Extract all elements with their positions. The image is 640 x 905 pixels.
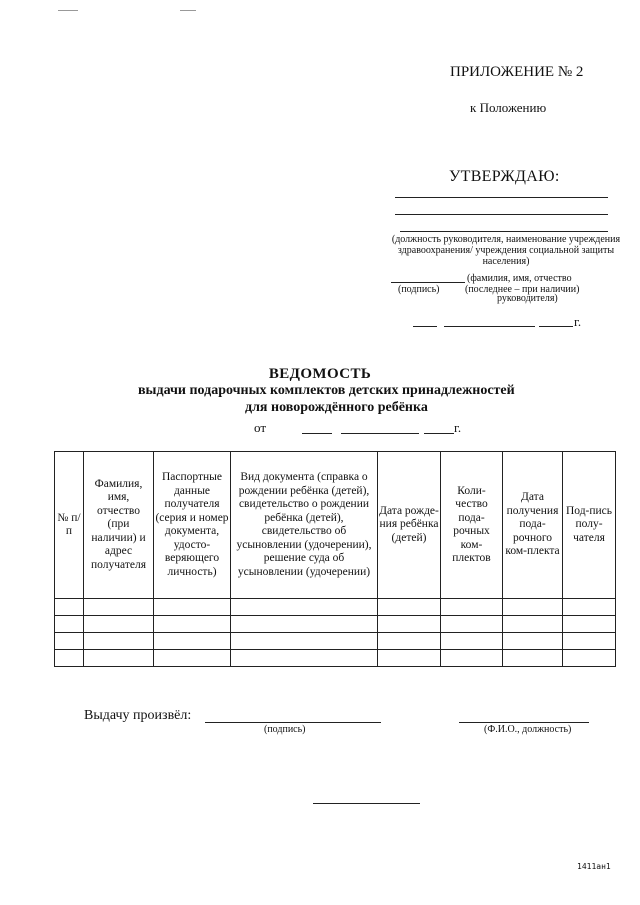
- table-cell: [503, 633, 563, 650]
- column-header-number: № п/п: [55, 452, 84, 599]
- table-cell: [378, 616, 441, 633]
- document-subtitle-line-2: для новорождённого ребёнка: [245, 400, 428, 415]
- date-year-line: [424, 433, 454, 434]
- column-header-birth-date: Дата рожде-ния ребёнка (детей): [378, 452, 441, 599]
- table-cell: [154, 599, 231, 616]
- table-cell: [563, 599, 616, 616]
- approve-day-line: [413, 326, 437, 327]
- table-cell: [441, 650, 503, 667]
- approver-position-line: [395, 214, 608, 215]
- issued-by-label: Выдачу произвёл:: [84, 708, 192, 723]
- table-cell: [55, 599, 84, 616]
- table-row: [55, 616, 616, 633]
- name-caption-line-2: (последнее – при наличии): [465, 284, 580, 295]
- approver-signature-line: [391, 282, 465, 283]
- position-caption: (должность руководителя, наименование учреждения здравоохранения/ учреждения социальной защиты населения): [391, 234, 621, 267]
- table-cell: [231, 599, 378, 616]
- document-code: 1411ан1: [577, 862, 611, 871]
- approver-position-line: [395, 197, 608, 198]
- table-cell: [503, 616, 563, 633]
- column-header-document-type: Вид документа (справка о рождении ребёнка (детей), свидетельство о рождении ребёнка (детей), свидетельство об усыновлении (удочерении), решение суда об усыновлении (удочерении): [231, 452, 378, 599]
- table-cell: [563, 650, 616, 667]
- column-header-passport: Паспортные данные получателя (серия и номер документа, удосто-веряющего личность): [154, 452, 231, 599]
- date-day-line: [302, 433, 332, 434]
- scan-edge-mark: [180, 10, 196, 11]
- date-month-line: [341, 433, 419, 434]
- table-header-row: [55, 452, 616, 599]
- table-cell: [378, 599, 441, 616]
- table-cell: [55, 616, 84, 633]
- column-header-signature: Под-пись полу-чателя: [563, 452, 616, 599]
- table-cell: [441, 616, 503, 633]
- name-caption-line-3: руководителя): [497, 293, 558, 304]
- issuance-ledger-table: [54, 451, 616, 667]
- issuer-fio-caption: (Ф.И.О., должность): [484, 724, 572, 735]
- name-caption-line-1: (фамилия, имя, отчество: [467, 273, 572, 284]
- issuer-signature-caption: (подпись): [264, 724, 306, 735]
- table-cell: [154, 650, 231, 667]
- table-cell: [154, 633, 231, 650]
- table-cell: [441, 599, 503, 616]
- regulation-reference: к Положению: [470, 100, 547, 115]
- column-header-kit-count: Коли-чество пода-рочных ком-плектов: [441, 452, 503, 599]
- table-cell: [563, 616, 616, 633]
- table-cell: [154, 616, 231, 633]
- date-year-suffix: г.: [454, 420, 462, 435]
- document-title: ВЕДОМОСТЬ: [268, 366, 372, 382]
- approve-year-line: [539, 326, 573, 327]
- signature-caption: (подпись): [398, 284, 440, 295]
- table-cell: [84, 633, 154, 650]
- table-cell: [503, 650, 563, 667]
- table-cell: [441, 633, 503, 650]
- table-row: [55, 650, 616, 667]
- column-header-receipt-date: Дата получения пода-рочного ком-плекта: [503, 452, 563, 599]
- bottom-rule: [313, 803, 420, 804]
- approve-month-line: [444, 326, 535, 327]
- approver-position-line: [400, 231, 608, 232]
- table-cell: [231, 616, 378, 633]
- appendix-number: ПРИЛОЖЕНИЕ № 2: [450, 64, 584, 80]
- issuer-signature-line: [205, 722, 381, 723]
- date-prefix: от: [254, 420, 267, 435]
- table-cell: [563, 633, 616, 650]
- table-row: [55, 599, 616, 616]
- column-header-recipient: Фамилия, имя, отчество (при наличии) и адрес получателя: [84, 452, 154, 599]
- table-cell: [84, 650, 154, 667]
- table-cell: [231, 633, 378, 650]
- table-cell: [503, 599, 563, 616]
- approve-year-suffix: г.: [574, 314, 582, 329]
- table-row: [55, 633, 616, 650]
- table-cell: [55, 633, 84, 650]
- table-cell: [84, 616, 154, 633]
- issuer-fio-line: [459, 722, 589, 723]
- approve-heading: УТВЕРЖДАЮ:: [449, 168, 560, 185]
- table-cell: [84, 599, 154, 616]
- table-cell: [378, 633, 441, 650]
- table-cell: [55, 650, 84, 667]
- scan-edge-mark: [58, 10, 78, 11]
- table-cell: [378, 650, 441, 667]
- table-cell: [231, 650, 378, 667]
- document-subtitle-line-1: выдачи подарочных комплектов детских принадлежностей: [138, 383, 515, 398]
